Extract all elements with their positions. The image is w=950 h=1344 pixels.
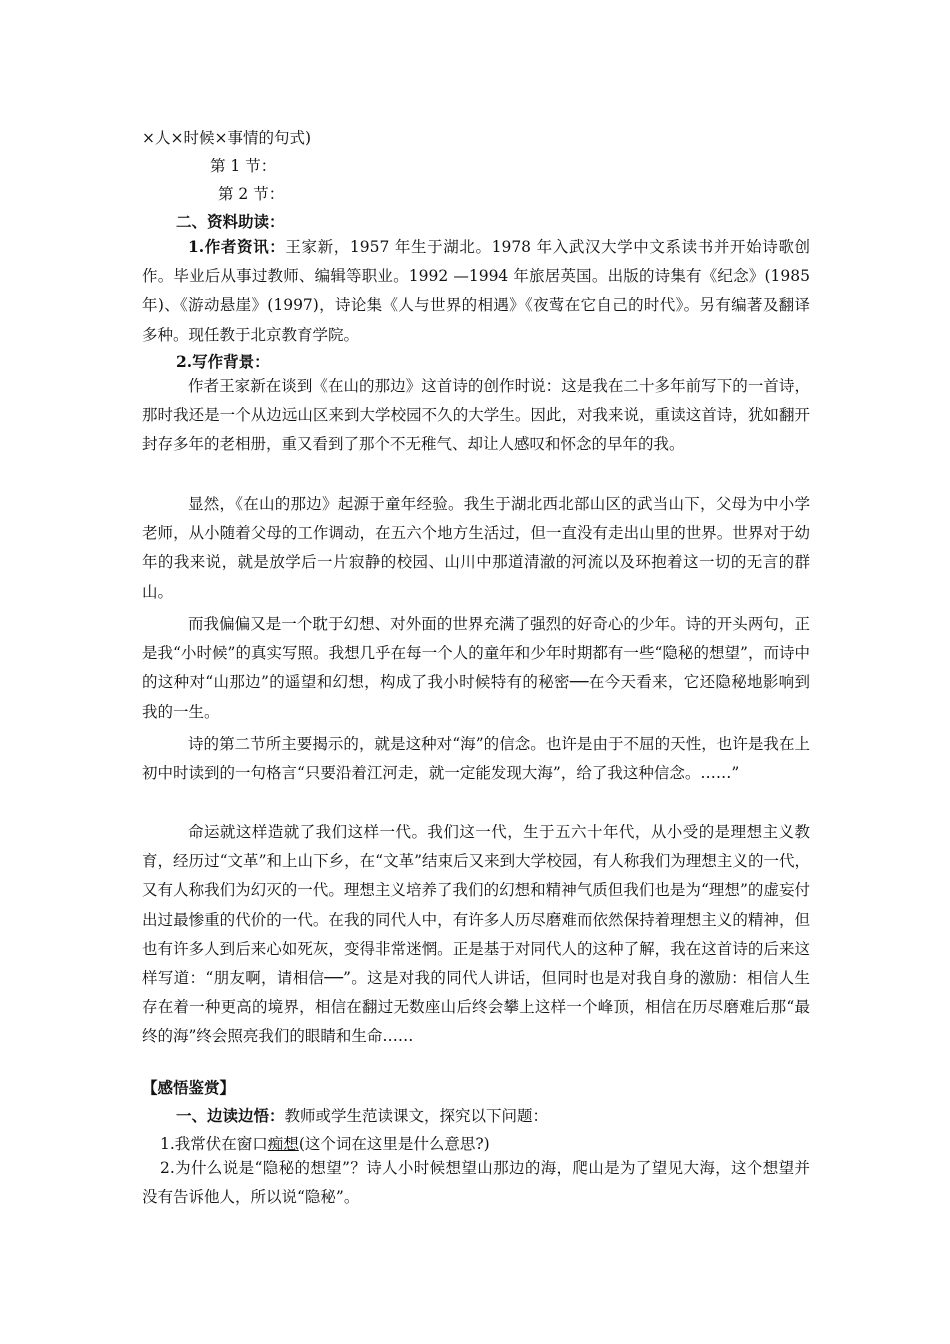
- question-1-term: 痴想: [267, 1135, 299, 1153]
- reading-label: 一、边读边悟：: [176, 1106, 285, 1125]
- question-1: [160, 1134, 490, 1154]
- question-2: 2.为什么说是“隐秘的想望”？诗人小时候想望山那边的海，爬山是为了望见大海，这个想望并没有告诉他人，所以说“隐秘”。: [142, 1159, 810, 1207]
- background-paragraph-3: 而我偏偏又是一个耽于幻想、对外面的世界充满了强烈的好奇心的少年。诗的开头两句，正是我“小时候”的真实写照。我想几乎在每一个人的童年和少年时期都有一些“隐秘的想望”，而诗中的这种对“山那边”的遥望和幻想，构成了我小时候特有的秘密──在今天看来，它还隐秘地影响到我的一生。: [142, 615, 810, 721]
- appreciation-heading: 【感悟鉴赏】: [142, 1078, 236, 1097]
- reference-heading: 二、资料助读：: [176, 212, 285, 231]
- background-paragraph-5: 命运就这样造就了我们这样一代。我们这一代，生于五六十年代，从小受的是理想主义教育，经历过“文革”和上山下乡，在“文革”结束后又来到大学校园，有人称我们为理想主义的一代，又有人称我们为幻灭的一代。理想主义培养了我们的幻想和精神气质但我们也是为“理想”的虚妄付出过最惨重的代价的一代。在我的同代人中，有许多人历尽磨难而依然保持着理想主义的精神，但也有许多人到后来心如死灰，变得非常迷惘。正是基于对同代人的这种了解，我在这首诗的后来这样写道：“朋友啊，请相信──”。这是对我的同代人讲话，但同时也是对我自身的激励：相信人生存在着一种更高的境界，相信在翻过无数座山后终会攀上这样一个峰顶，相信在历尽磨难后那“最终的海”终会照亮我们的眼睛和生命……: [142, 823, 810, 1046]
- author-info-text: 王家新，1957 年生于湖北。1978 年入武汉大学中文系读书并开始诗歌创作。毕业后从事过教师、编辑等职业。1992 —1994 年旅居英国。出版的诗集有《纪念》(1985 年)、《游动悬崖》(1997)，诗论集《人与世界的相遇》《夜莺在它自己的时代》。另有编著及翻译多种。现任教于北京教育学院。: [142, 238, 811, 344]
- author-info-paragraph: [142, 232, 810, 350]
- background-label: 2.写作背景：: [176, 352, 270, 371]
- section-item-2: 第 2 节：: [218, 185, 285, 203]
- question-1-suffix: (这个词在这里是什么意思?): [298, 1135, 490, 1153]
- reading-text: 教师或学生范读课文，探究以下问题：: [284, 1107, 549, 1125]
- question-1-prefix: 1.我常伏在窗口: [160, 1135, 268, 1153]
- reading-line: [176, 1106, 548, 1126]
- author-info-label: 1.作者资讯：: [188, 237, 286, 256]
- background-paragraph-2: 显然，《在山的那边》起源于童年经验。我生于湖北西北部山区的武当山下，父母为中小学老师，从小随着父母的工作调动，在五六个地方生活过，但一直没有走出山里的世界。世界对于幼年的我来说，就是放学后一片寂静的校园、山川中那道清澈的河流以及环抱着这一切的无言的群山。: [142, 495, 810, 601]
- background-paragraph-1: 作者王家新在谈到《在山的那边》这首诗的创作时说：这是我在二十多年前写下的一首诗，那时我还是一个从边远山区来到大学校园不久的大学生。因此，对我来说，重读这首诗，犹如翻开封存多年的老相册，重又看到了那个不无稚气、却让人感叹和怀念的早年的我。: [142, 377, 810, 454]
- section-item-1: 第 1 节：: [210, 157, 277, 175]
- intro-tail-text: ×人×时候×事情的句式): [142, 129, 312, 147]
- background-paragraph-4: 诗的第二节所主要揭示的，就是这种对“海”的信念。也许是由于不屈的天性，也许是我在上初中时读到的一句格言“只要沿着江河走，就一定能发现大海”，给了我这种信念。……”: [142, 735, 810, 783]
